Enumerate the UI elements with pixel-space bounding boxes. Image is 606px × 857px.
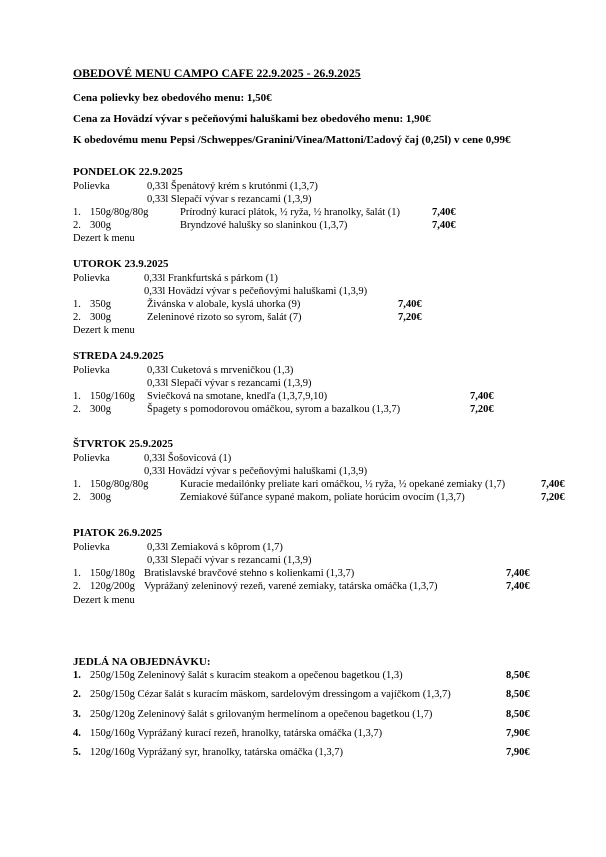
order-item-price: 7,90€ xyxy=(506,747,530,758)
main-price: 7,20€ xyxy=(398,312,422,323)
main-number: 1. xyxy=(73,207,81,218)
main-price: 7,40€ xyxy=(506,581,530,592)
orders-heading: JEDLÁ NA OBJEDNÁVKU: xyxy=(73,656,211,668)
dessert-note: Dezert k menu xyxy=(73,233,135,244)
soup-label: Polievka xyxy=(73,181,110,192)
order-item-text: 120g/160g Vyprážaný syr, hranolky, tatárska omáčka (1,3,7) xyxy=(90,747,343,758)
main-weight: 150g/160g xyxy=(90,391,135,402)
order-item-text: 150g/160g Vyprážaný kurací rezeň, hranolky, tatárska omáčka (1,3,7) xyxy=(90,728,383,739)
order-item-text: 250g/120g Zeleninový šalát s grilovaným hermelínom a opečenou bagetkou (1,7) xyxy=(90,709,433,720)
soup-label: Polievka xyxy=(73,542,110,553)
soup-item: 0,33l Frankfurtská s párkom (1) xyxy=(144,273,278,284)
main-weight: 150g/80g/80g xyxy=(90,479,149,490)
main-price: 7,40€ xyxy=(506,568,530,579)
main-weight: 350g xyxy=(90,299,111,310)
main-weight: 120g/200g xyxy=(90,581,135,592)
day-heading: PONDELOK 22.9.2025 xyxy=(73,166,183,178)
main-name: Kuracie medailónky preliate kari omáčkou, ½ ryža, ½ opekané zemiaky (1,7) xyxy=(180,479,506,490)
page-title: OBEDOVÉ MENU CAMPO CAFE 22.9.2025 - 26.9.2025 xyxy=(73,66,361,80)
soup-item: 0,33l Slepačí vývar s rezancami (1,3,9) xyxy=(147,378,312,389)
day-heading: ŠTVRTOK 25.9.2025 xyxy=(73,438,173,450)
order-item-text: 250g/150g Zeleninový šalát s kuracím steakom a opečenou bagetkou (1,3) xyxy=(90,670,403,681)
soup-item: 0,33l Zemiaková s kôprom (1,7) xyxy=(147,542,283,553)
day-heading: UTOROK 23.9.2025 xyxy=(73,258,169,270)
note-soup-price: Cena polievky bez obedového menu: 1,50€ xyxy=(73,92,272,104)
soup-item: 0,33l Slepačí vývar s rezancami (1,3,9) xyxy=(147,194,312,205)
main-price: 7,40€ xyxy=(541,479,565,490)
order-number: 3. xyxy=(73,709,81,720)
note-drinks: K obedovému menu Pepsi /Schweppes/Granini/Vinea/Mattoni/Ľadový čaj (0,25l) v cene 0,99€ xyxy=(73,134,511,146)
main-number: 2. xyxy=(73,220,81,231)
order-item-price: 8,50€ xyxy=(506,709,530,720)
main-name: Živánska v alobale, kyslá uhorka (9) xyxy=(147,299,301,310)
main-number: 1. xyxy=(73,391,81,402)
main-name: Prírodný kurací plátok, ½ ryža, ½ hranolky, šalát (1) xyxy=(180,207,401,218)
main-weight: 300g xyxy=(90,404,111,415)
order-item-price: 8,50€ xyxy=(506,689,530,700)
main-weight: 300g xyxy=(90,312,111,323)
main-number: 2. xyxy=(73,581,81,592)
main-name: Zeleninové rizoto so syrom, šalát (7) xyxy=(147,312,302,323)
main-price: 7,40€ xyxy=(470,391,494,402)
main-number: 1. xyxy=(73,299,81,310)
main-name: Bryndzové halušky so slaninkou (1,3,7) xyxy=(180,220,348,231)
order-number: 5. xyxy=(73,747,81,758)
dessert-note: Dezert k menu xyxy=(73,325,135,336)
main-weight: 150g/80g/80g xyxy=(90,207,149,218)
main-name: Zemiakové šúľance sypané makom, poliate horúcim ovocím (1,3,7) xyxy=(180,492,465,503)
soup-item: 0,33l Hovädzí vývar s pečeňovými haluškami (1,3,9) xyxy=(144,466,368,477)
soup-label: Polievka xyxy=(73,365,110,376)
main-number: 1. xyxy=(73,568,81,579)
main-weight: 150g/180g xyxy=(90,568,135,579)
day-heading: STREDA 24.9.2025 xyxy=(73,350,164,362)
soup-item: 0,33l Šošovicová (1) xyxy=(144,453,232,464)
main-price: 7,40€ xyxy=(432,207,456,218)
order-number: 1. xyxy=(73,670,81,681)
soup-item: 0,33l Cuketová s mrveničkou (1,3) xyxy=(147,365,294,376)
order-item-price: 8,50€ xyxy=(506,670,530,681)
main-weight: 300g xyxy=(90,492,111,503)
main-number: 2. xyxy=(73,312,81,323)
main-price: 7,40€ xyxy=(432,220,456,231)
soup-label: Polievka xyxy=(73,273,110,284)
main-name: Špagety s pomodorovou omáčkou, syrom a bazalkou (1,3,7) xyxy=(147,404,401,415)
main-price: 7,20€ xyxy=(470,404,494,415)
order-item-price: 7,90€ xyxy=(506,728,530,739)
main-name: Bratislavské bravčové stehno s kolienkami (1,3,7) xyxy=(144,568,355,579)
order-item-text: 250g/150g Cézar šalát s kuracím mäskom, sardelovým dressingom a vajíčkom (1,3,7) xyxy=(90,689,451,700)
order-number: 2. xyxy=(73,689,81,700)
main-price: 7,20€ xyxy=(541,492,565,503)
main-weight: 300g xyxy=(90,220,111,231)
order-number: 4. xyxy=(73,728,81,739)
soup-item: 0,33l Hovädzí vývar s pečeňovými haluškami (1,3,9) xyxy=(144,286,368,297)
main-name: Sviečková na smotane, knedľa (1,3,7,9,10) xyxy=(147,391,328,402)
soup-label: Polievka xyxy=(73,453,110,464)
main-price: 7,40€ xyxy=(398,299,422,310)
soup-item: 0,33l Špenátový krém s krutónmi (1,3,7) xyxy=(147,181,318,192)
note-broth-price: Cena za Hovädzí vývar s pečeňovými haluškami bez obedového menu: 1,90€ xyxy=(73,113,431,125)
main-number: 1. xyxy=(73,479,81,490)
day-heading: PIATOK 26.9.2025 xyxy=(73,527,163,539)
dessert-note: Dezert k menu xyxy=(73,595,135,606)
main-name: Vyprážaný zeleninový rezeň, varené zemiaky, tatárska omáčka (1,3,7) xyxy=(144,581,438,592)
main-number: 2. xyxy=(73,492,81,503)
main-number: 2. xyxy=(73,404,81,415)
soup-item: 0,33l Slepačí vývar s rezancami (1,3,9) xyxy=(147,555,312,566)
